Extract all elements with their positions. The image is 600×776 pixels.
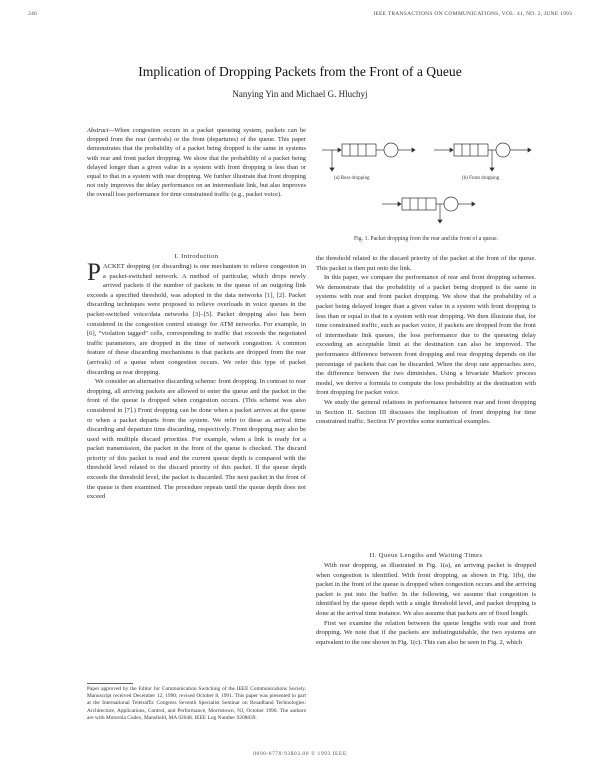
- arrow-head: [338, 148, 341, 152]
- footnote: Paper approved by the Editor for Communication Switching of the IEEE Communications Society. Manuscript received December 12, 1990; revised October 8, 1991. This paper was presented in part at the International Teletraffic Congress Seventh Specialist Seminar on Broadband Technologies: Architecture, Applications, Control, and Performance, Morristown, NJ, October 1990. The authors are with Motorola Codex, Mansfield, MA 02048. IEEE Log Number 9208839.: [87, 686, 306, 721]
- section-2-heading: II. Queue Lengths and Waiting Times: [369, 552, 483, 559]
- drop-cap: P: [87, 259, 101, 286]
- section-1-heading-block: [87, 252, 306, 262]
- figure-1-caption: Fig. 1. Packet dropping from the rear and the front of a queue.: [353, 236, 499, 242]
- paper-title: Implication of Dropping Packets from the Front of a Queue: [138, 64, 462, 79]
- right-paragraph-3: We study the general relations in performance between rear and front dropping in Section II. Section III discusses the implication of front dropping for time constrained traffic. Section IV provides some numerical examples.: [316, 398, 536, 426]
- abstract-label: Abstract—: [87, 127, 115, 134]
- abstract: [87, 126, 306, 200]
- copyright-footer: 0090-6778/93$03.00 © 1993 IEEE: [253, 751, 347, 757]
- figure-1: [316, 126, 536, 232]
- server-a: [384, 143, 398, 157]
- intro-paragraph-2: We consider an alternative discarding scheme: front dropping. In contrast to rear dropping, all arriving packets are allowed to enter the queue and the packet in the front of the queue is dropped when congestion occurs. (This scheme was also considered in [7].) Front dropping can be done when a packet arrives at the queue or when a packet departs from the system. We refer to these as arrival time discarding and departure time discarding, respectively. Front dropping may also be used with multiple discard priorities. For example, when a link is ready for a packet transmission, the packet in the front of the queue is checked. The discard priority of this packet is read and the current queue depth is compared with the threshold level related to the discard priority of this packet. If the queue depth exceeds the threshold level, the packet is discarded. The next packet in the front of the queue is then examined. The procedure repeats until the queue depth does not exceed: [87, 378, 306, 501]
- section-2-heading-block: [316, 551, 536, 561]
- abstract-text: When congestion occurs in a packet queueing system, packets can be dropped from the rear (arrivals) or the front (departures) of the queue. This paper demonstrates that the probability of a packet being dropped is the same in systems with rear and front packet dropping. We show that the probability of a packet being delayed longer than a given value in a system with front dropping is less than or equal to that in a system with rear dropping. We further illustrate that front dropping not only improves the delay performance on an intermediate link, but also improves the overall loss performance for time constrained traffic (e.g., packet voice).: [87, 127, 306, 199]
- intro-paragraph-1: [87, 259, 306, 377]
- figure-label-b: (b) Front dropping: [462, 176, 500, 181]
- section-2-paragraph-2: First we examine the relation between the queue lengths with rear and front dropping. We note that if the packets are indistinguishable, the two systems are equivalent to the one shown in Fig. 1(c). This can also be seen in Fig. 2, which: [316, 619, 536, 646]
- queue-buffer-c: [402, 198, 436, 210]
- section-2-paragraph-1: With rear dropping, as illustrated in Fig. 1(a), an arriving packet is dropped when congestion is identified. With front dropping, as shown in Fig. 1(b), the packet in the front of the queue is dropped when congestion occurs and the arriving packet is put into the buffer. In the following, we assume that congestion is identified by the queue depth with a single threshold level, and packet dropping is done at the arrival time instance. We also assume that packets are of fixed length.: [316, 562, 536, 617]
- footnote-rule: [87, 683, 133, 684]
- paper-authors: Nanying Yin and Michael G. Hluchyj: [232, 89, 368, 99]
- section-1-heading: I. Introduction: [174, 253, 219, 260]
- server-b: [496, 143, 510, 157]
- right-paragraph-continuation: the threshold related to the discard priority of the packet at the front of the queue. This packet is then put onto the link.: [316, 255, 536, 272]
- journal-name: IEEE TRANSACTIONS ON COMMUNICATIONS, VOL. 41, NO. 2, JUNE 1993: [373, 11, 572, 17]
- intro-paragraph-1-text: ACKET dropping (or discarding) is one mechanism to relieve congestion in a packet-switched network. A method of particular, which drops newly arrived packets if the number of packets in the queue of an outgoing link exceeds a specified threshold, was adopted in the data networks [1], [2]. Packet discarding techniques were proposed to relieve overloads in voice queues in the packet-switched voice/data networks [3]–[5]. Packet dropping also has been considered in the congestion control strategy for ATM networks. For example, in [6], “violation tagged” cells, corresponding to traffic that exceeds the negotiated traffic parameters, are dropped in the time of network congestion. A common feature of these discarding mechanisms is that packets are dropped from the rear (arrivals) of a queue when congestion occurs. We refer this type of packet discarding as rear dropping.: [87, 263, 306, 376]
- queue-buffer-a: [342, 144, 376, 156]
- right-column-body: [316, 254, 536, 427]
- section-2-body: [316, 561, 536, 647]
- queue-buffer-b: [454, 144, 488, 156]
- figure-label-a: (a) Rear dropping: [334, 176, 370, 181]
- server-c: [444, 197, 458, 211]
- running-header: [28, 11, 572, 21]
- page-number: 246: [28, 11, 37, 17]
- right-paragraph-2: In this paper, we compare the performance of rear and front dropping schemes. We demonstrate that the probability of a packet being dropped is the same in systems with rear and front packet dropping. We show that the probability of a packet being delayed longer than a given value in a system with front dropping is less than or equal to that in a system with rear dropping. We then illustrate that, for time constrained traffic, such as packet voice, if packets are dropped from the front of intermediate link queues, the loss performance due to the queueing delay exceeding an acceptable limit at the destination can also be improved. The performance difference between front dropping and rear dropping depends on the percentage of packets that can be discarded. When the drop rate approaches zero, the difference between the two diminishes. Using a bivariate Markov process model, we derive a formula to compute the loss probability at the destination with front dropping for packet voice.: [316, 274, 536, 397]
- introduction-body: [87, 259, 306, 502]
